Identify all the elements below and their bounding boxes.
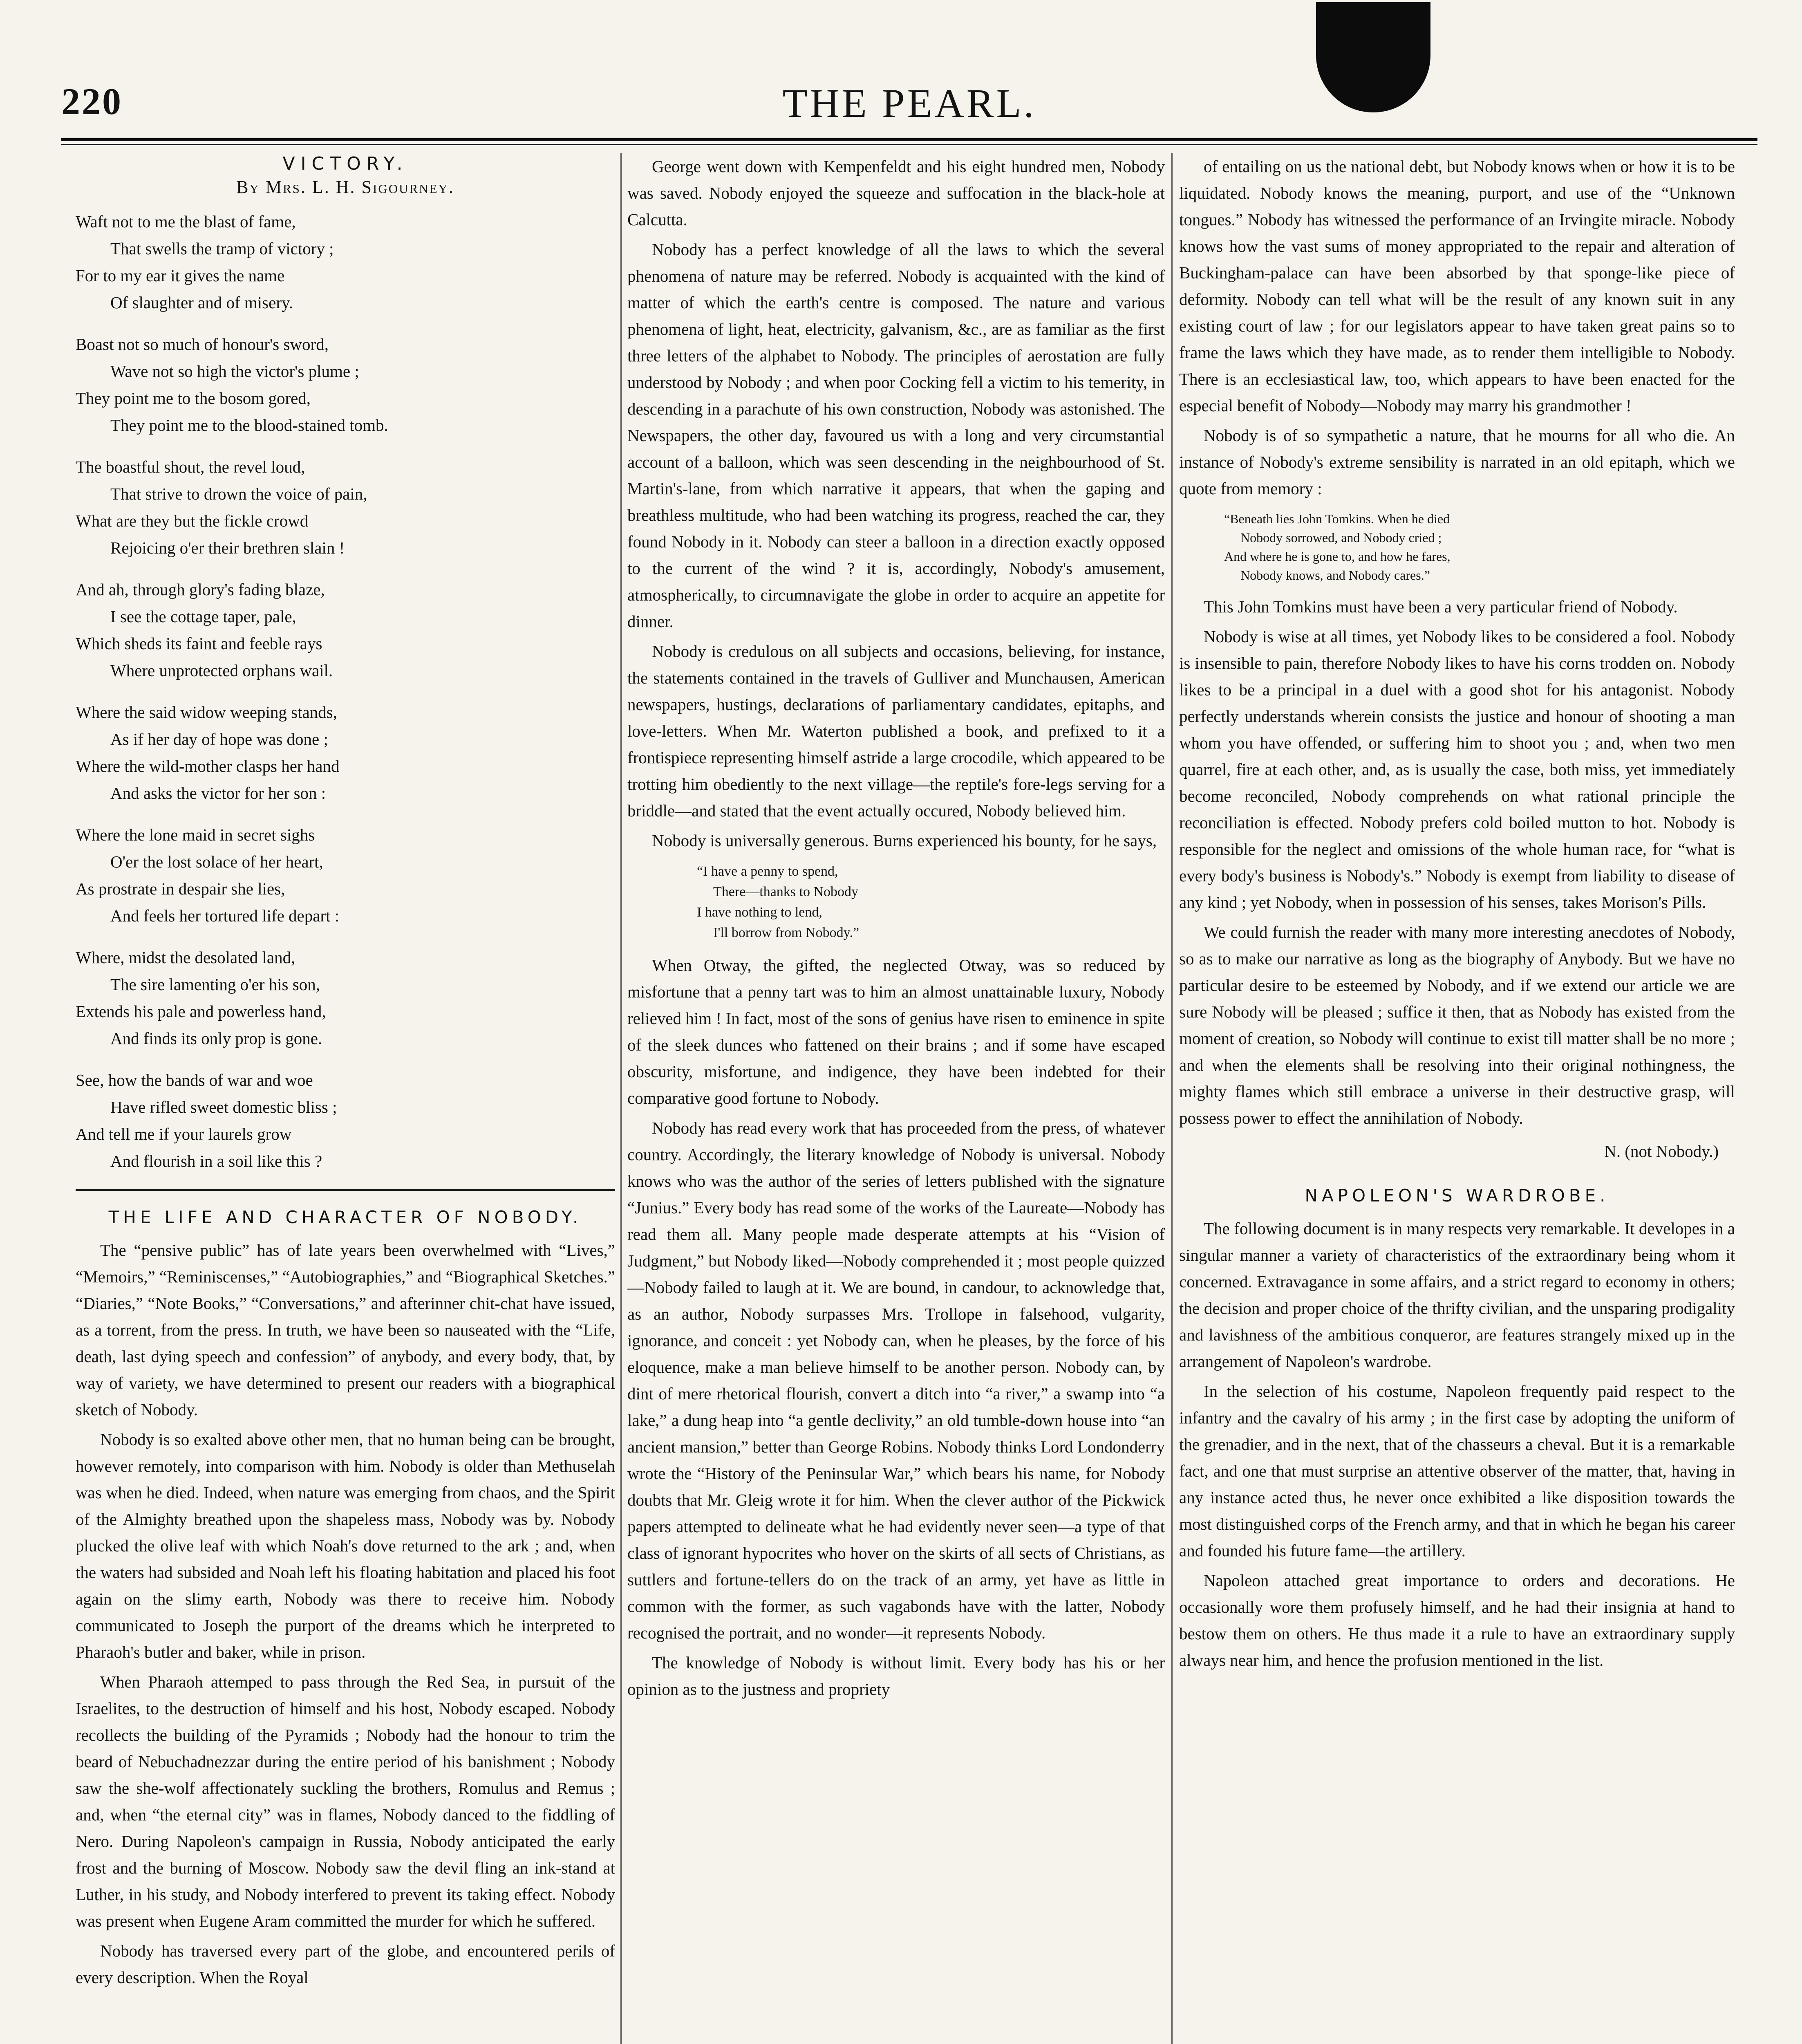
poem-line: Boast not so much of honour's sword, xyxy=(76,335,329,354)
article-signoff: N. (not Nobody.) xyxy=(1604,1142,1719,1161)
article-paragraph: Nobody has a perfect knowledge of all the laws to which the several phenomena of nature may be referred. Nobody is acquainted with the kind of matter of which the earth's centre is composed. The nature and various phenomena of light, heat, electricity, galvanism, &c., are as familiar as the first three letters of the alphabet to Nobody. The principles of aerostation are fully understood by Nobody ; and when poor Cocking fell a victim to his temerity, in descending in a parachute of his own construction, Nobody was astonished. The Newspapers, the other day, favoured us with a long and very circumstantial account of a balloon, which was seen descending in the neighbourhood of St. Martin's-lane, from which narrative it appears, that when the gaping and breathless multitude, who had been watching its progress, reached the car, they found Nobody in it. Nobody can steer a balloon in a direction exactly opposed to the current of the wind ? it is, accordingly, Nobody's amusement, atmospherically, to circumnavigate the globe in order to acquire an appetite for dinner. xyxy=(627,240,1165,631)
ink-blot-mark xyxy=(1316,2,1430,112)
poem-line: Waft not to me the blast of fame, xyxy=(76,212,296,231)
column-divider xyxy=(620,153,622,2044)
article-paragraph: This John Tomkins must have been a very particular friend of Nobody. xyxy=(1204,597,1678,616)
column-2 xyxy=(627,153,1165,2044)
article-paragraph: Nobody has traversed every part of the globe, and encountered perils of every description. When the Royal xyxy=(76,1941,615,1987)
quote-line: And where he is gone to, and how he fares, xyxy=(1224,549,1451,564)
column-1 xyxy=(76,153,615,2044)
poem-line: And ah, through glory's fading blaze, xyxy=(76,580,325,599)
article-paragraph: Nobody is so exalted above other men, that no human being can be brought, however remotely, into comparison with him. Nobody is older than Methuselah was when he died. Indeed, when nature was emerging from chaos, and the Spirit of the Almighty breathed upon the shapeless mass, Nobody was by. Nobody plucked the olive leaf with which Noah's dove returned to the ark ; and, when the waters had subsided and Noah left his floating habitation and placed his foot again on the slimy earth, Nobody was there to receive him. Nobody communicated to Joseph the purport of the dreams which he interpreted to Pharaoh's butler and baker, while in prison. xyxy=(76,1430,615,1661)
poem-line: For to my ear it gives the name xyxy=(76,266,285,285)
masthead xyxy=(61,80,1757,137)
poem-stanza xyxy=(76,576,615,684)
article-paragraph: In the selection of his costume, Napoleon frequently paid respect to the infantry and the cavalry of his army ; in the first case by adopting the uniform of the grenadier, and in the next, that of the chasseurs a cheval. But it is a remarkable fact, and one that must surprise an attentive observer of the matter, that, having in any instance acted thus, he never once exhibited a like disposition towards the most distinguished corps of the French army, and that in which he began his career and founded his future fame—the artillery. xyxy=(1179,1382,1735,1560)
poem-line: I see the cottage taper, pale, xyxy=(110,607,296,626)
poem-line: Which sheds its faint and feeble rays xyxy=(76,634,322,653)
poem-line: See, how the bands of war and woe xyxy=(76,1071,313,1089)
poem-stanza xyxy=(76,944,615,1052)
poem-stanza xyxy=(76,1067,615,1174)
poem-line: And flourish in a soil like this ? xyxy=(110,1152,322,1170)
epitaph-quote xyxy=(1224,509,1735,585)
article-body-col1 xyxy=(76,1237,615,1991)
poem-line: Where unprotected orphans wail. xyxy=(110,661,333,680)
article-paragraph: Napoleon attached great importance to orders and decorations. He occasionally wore them profusely himself, and he had their insignia at hand to bestow them on others. He thus made it a rule to have an extraordinary supply always near him, and hence the profusion mentioned in the list. xyxy=(1179,1571,1735,1670)
poem-line: And asks the victor for her son : xyxy=(110,784,326,802)
poem-line: As prostrate in despair she lies, xyxy=(76,879,285,898)
article-paragraph: The following document is in many respects very remarkable. It developes in a singular manner a variety of characteristics of the extraordinary being whom it concerned. Extravagance in some affairs, and a strict regard to economy in others; the decision and proper choice of the thrifty civilian, and the unsparing prodigality and lavishness of the ambitious conqueror, are features strangely mixed up in the arrangement of Napoleon's wardrobe. xyxy=(1179,1219,1735,1371)
quote-line: “I have a penny to spend, xyxy=(697,864,838,879)
wardrobe-body xyxy=(1179,1215,1735,1674)
poem-line: And tell me if your laurels grow xyxy=(76,1125,292,1143)
poem-line: Where the said widow weeping stands, xyxy=(76,703,337,722)
page-number: 220 xyxy=(61,81,123,122)
article-paragraph: Nobody is credulous on all subjects and occasions, believing, for instance, the statements contained in the travels of Gulliver and Munchausen, American newspapers, hustings, declarations of parliamentary candidates, epitaphs, and love-letters. When Mr. Waterton published a book, and prefixed to it a frontispiece representing himself astride a large crocodile, which appeared to be trotting him obediently to the next village—the reptile's fore-legs serving for a briddle—and stated that the event actually occured, Nobody believed him. xyxy=(627,642,1165,820)
header-rule xyxy=(61,138,1757,141)
poem-line: That strive to drown the voice of pain, xyxy=(110,484,367,503)
poem-line: Rejoicing o'er their brethren slain ! xyxy=(110,538,345,557)
quote-line: Nobody knows, and Nobody cares.” xyxy=(1240,568,1430,583)
header-rule-thin xyxy=(61,144,1757,145)
poem-line: Where, midst the desolated land, xyxy=(76,948,295,967)
article-paragraph: When Pharaoh attemped to pass through the Red Sea, in pursuit of the Israelites, to the destruction of himself and his host, Nobody escaped. Nobody recollects the building of the Pyramids ; Nobody had the honour to trim the beard of Nebuchadnezzar during the entire period of his banishment ; Nobody saw the she-wolf affectionately suckling the brothers, Romulus and Remus ; and, when “the eternal city” was in flames, Nobody danced to the fiddling of Nero. During Napoleon's campaign in Russia, Nobody anticipated the early frost and the burning of Moscow. Nobody saw the devil fling an ink-stand at Luther, in his study, and Nobody interfered to prevent its taking effect. Nobody was present when Eugene Aram committed the murder for which he suffered. xyxy=(76,1672,615,1930)
article-title: THE LIFE AND CHARACTER OF NOBODY. xyxy=(108,1207,582,1227)
poem-line: As if her day of hope was done ; xyxy=(110,730,328,749)
article-paragraph: When Otway, the gifted, the neglected Otway, was so reduced by misfortune that a penny tart was to him an almost unattainable luxury, Nobody relieved him ! In fact, most of the sons of genius have risen to eminence in spite of the sleek dunces who fattened on their brains ; and if some have escaped obscurity, misfortune, and indigence, they have been indebted for their comparative good fortune to Nobody. xyxy=(627,956,1165,1107)
poem-line: Wave not so high the victor's plume ; xyxy=(110,362,359,381)
article-paragraph: Nobody is universally generous. Burns experienced his bounty, for he says, xyxy=(652,831,1157,850)
poem-line: Where the lone maid in secret sighs xyxy=(76,825,315,844)
quote-line: I'll borrow from Nobody.” xyxy=(713,925,860,940)
poem-stanza xyxy=(76,331,615,439)
article-body-col3b xyxy=(1179,594,1735,1132)
poem-line: They point me to the bosom gored, xyxy=(76,389,311,408)
poem-stanza xyxy=(76,821,615,929)
poem-stanza xyxy=(76,208,615,316)
poem-body xyxy=(76,208,615,1174)
article-body-col3a xyxy=(1179,153,1735,502)
article-paragraph: The “pensive public” has of late years been overwhelmed with “Lives,” “Memoirs,” “Reminiscenses,” “Autobiographies,” and “Biographical Sketches.” “Diaries,” “Note Books,” “Conversations,” and afterinner chit-chat have issued, as a torrent, from the press. In truth, we have been so nauseated with the “Life, death, last dying speech and confession” of anybody, and every body, that, by way of variety, we have determined to present our readers with a biographical sketch of Nobody. xyxy=(76,1241,615,1419)
article-body-col2a xyxy=(627,153,1165,854)
poem-stanza xyxy=(76,453,615,561)
poem-line: Of slaughter and of misery. xyxy=(110,293,293,312)
poem-line: And finds its only prop is gone. xyxy=(110,1029,322,1048)
poem-line: The sire lamenting o'er his son, xyxy=(110,975,320,994)
poem-line: That swells the tramp of victory ; xyxy=(110,239,334,258)
poem-line: Where the wild-mother clasps her hand xyxy=(76,757,340,775)
poem-byline: By Mrs. L. H. Sigourney. xyxy=(236,177,454,197)
wardrobe-title: NAPOLEON'S WARDROBE. xyxy=(1305,1186,1609,1206)
burns-quote xyxy=(697,861,1165,943)
column-3 xyxy=(1179,153,1735,2044)
poem-line: The boastful shout, the revel loud, xyxy=(76,457,305,476)
section-rule xyxy=(76,1189,615,1191)
poem-line: Have rifled sweet domestic bliss ; xyxy=(110,1098,337,1116)
column-divider xyxy=(1171,153,1173,2044)
quote-line: There—thanks to Nobody xyxy=(713,884,859,899)
quote-line: I have nothing to lend, xyxy=(697,905,822,920)
poem-line: O'er the lost solace of her heart, xyxy=(110,852,323,871)
article-body-col2b xyxy=(627,952,1165,1703)
article-paragraph: Nobody is of so sympathetic a nature, that he mourns for all who die. An instance of Nobody's extreme sensibility is narrated in an old epitaph, which we quote from memory : xyxy=(1179,426,1735,498)
poem-stanza xyxy=(76,699,615,807)
article-paragraph: of entailing on us the national debt, but Nobody knows when or how it is to be liquidated. Nobody knows the meaning, purport, and use of the “Unknown tongues.” Nobody has witnessed the performance of an Irvingite miracle. Nobody knows how the vast sums of money appropriated to the repair and alteration of Buckingham-palace can have been absorbed by that sponge-like piece of deformity. Nobody can tell what will be the result of any known suit in any existing court of law ; for our legislators appear to have taken great pains so to frame the laws which they have made, as to render them intelligible to Nobody. There is an ecclesiastical law, too, which appears to have been enacted for the especial benefit of Nobody—Nobody may marry his grandmother ! xyxy=(1179,157,1735,415)
quote-line: Nobody sorrowed, and Nobody cried ; xyxy=(1240,530,1442,545)
newspaper-title: THE PEARL. xyxy=(782,81,1036,126)
poem-line: Extends his pale and powerless hand, xyxy=(76,1002,326,1021)
poem-line: What are they but the fickle crowd xyxy=(76,511,309,530)
article-paragraph: George went down with Kempenfeldt and his eight hundred men, Nobody was saved. Nobody enjoyed the squeeze and suffocation in the black-hole at Calcutta. xyxy=(627,157,1165,229)
article-paragraph: We could furnish the reader with many more interesting anecdotes of Nobody, so as to make our narrative as long as the biography of Anybody. But we have no particular desire to be esteemed by Nobody, and if we extend our article we are sure Nobody will be pleased ; suffice it then, that as Nobody has existed from the moment of creation, so Nobody will continue to exist till matter shall be no more ; and when the elements shall be resolving into their original nothingness, the mighty flames which still embrace a universe in their destructive grasp, will possess power to effect the annihilation of Nobody. xyxy=(1179,923,1735,1127)
poem-line: They point me to the blood-stained tomb. xyxy=(110,416,388,435)
article-paragraph: Nobody is wise at all times, yet Nobody likes to be considered a fool. Nobody is insensible to pain, therefore Nobody likes to have his corns trodden on. Nobody likes to be a principal in a duel with a good shot for his antagonist. Nobody perfectly understands wherein consists the justice and honour of shooting a man whom you have offended, or suffering him to shoot you ; and, when two men quarrel, fire at each other, and, as is usually the case, both miss, yet immediately become reconciled, Nobody comprehends on what rational principle the reconciliation is effected. Nobody prefers cold boiled mutton to hot. Nobody is responsible for the neglect and omissions of the whole human race, for “what is every body's business is Nobody's.” Nobody is exempt from liability to disease of any kind ; yet Nobody, when in possession of his senses, takes Morison's Pills. xyxy=(1179,627,1735,912)
quote-line: “Beneath lies John Tomkins. When he died xyxy=(1224,511,1450,526)
article-paragraph: The knowledge of Nobody is without limit. Every body has his or her opinion as to the justness and propriety xyxy=(627,1653,1165,1699)
poem-line: And feels her tortured life depart : xyxy=(110,906,340,925)
article-paragraph: Nobody has read every work that has proceeded from the press, of whatever country. Accordingly, the literary knowledge of Nobody is universal. Nobody knows who was the author of the series of letters published with the signature “Junius.” Every body has read some of the works of the Laureate—Nobody has read them all. Many people made desperate attempts at his “Vision of Judgment,” but Nobody liked—Nobody comprehended it ; most people quizzed—Nobody failed to laugh at it. We are bound, in candour, to acknowledge that, as an author, Nobody surpasses Mrs. Trollope in falsehood, vulgarity, ignorance, and conceit : yet Nobody can, when he pleases, by the force of his eloquence, make a man believe himself to be another person. Nobody can, by dint of mere rhetorical flourish, convert a ditch into “a river,” a swamp into “a lake,” a dung heap into “a gentle declivity,” an old tumble-down house into “an ancient mansion,” better than George Robins. Nobody thinks Lord Londonderry wrote the “History of the Peninsular War,” which bears his name, for Nobody doubts that Mr. Gleig wrote it for him. When the clever author of the Pickwick papers attempted to delineate what he had evidently never seen—a type of that class of ignorant hypocrites who hover on the skirts of all sects of Christians, as suttlers and fortune-tellers do on the track of an army, yet have as little in common with the former, as such vagabonds have with the latter, Nobody recognised the portrait, and no wonder—it represents Nobody. xyxy=(627,1118,1165,1642)
poem-title: VICTORY. xyxy=(282,153,408,174)
